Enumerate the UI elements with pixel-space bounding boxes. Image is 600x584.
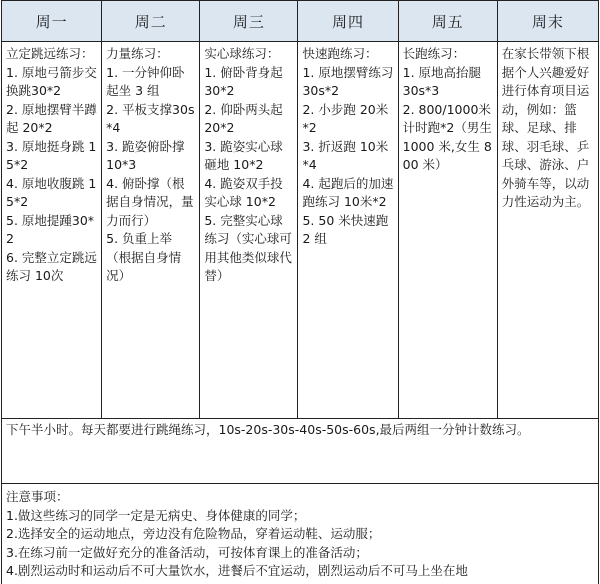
monday-line: 4. 原地收腹跳 15*2: [6, 175, 97, 209]
tuesday-line: 5. 负重上举（根据自身情况）: [106, 231, 182, 283]
day-header-friday: 周五: [398, 1, 497, 42]
day-header-monday: 周一: [2, 1, 102, 42]
notes-row: [2, 484, 599, 584]
thursday-line: 快速跑练习：: [302, 46, 378, 61]
day-content-row: [2, 42, 599, 419]
day-header-row: [2, 1, 599, 42]
day-header-wednesday: 周三: [200, 1, 298, 42]
weekend-line: 在家长带领下根据个人兴趣爱好进行体育项目运动，例如：篮球、足球、排球、羽毛球、乒乓球、游泳、户外骑车等，以动力性运动为主。: [501, 46, 590, 209]
monday-line: 5. 原地提踵30*2: [6, 212, 95, 246]
afternoon-note: 下午半小时。每天都要进行跳绳练习，10s-20s-30s-40s-50s-60s,最后两组一分钟计数练习。: [2, 419, 599, 484]
notes-item: 3.在练习前一定做好充分的准备活动，可按体育课上的准备活动；: [6, 544, 368, 560]
thursday-line: 3. 折返跑 10米*4: [302, 138, 389, 172]
wednesday-line: 4. 跪姿双手投实心球 10*2: [204, 175, 283, 209]
wednesday-line: 1. 俯卧背身起 30*2: [204, 64, 287, 98]
friday-line: 长跑练习：: [402, 46, 466, 61]
friday-cell: [398, 42, 497, 419]
wednesday-line: 5. 完整实心球练习（实心球可用其他类似球代替）: [204, 212, 292, 283]
notes-item: 4.剧烈运动时和运动后不可大量饮水，进餐后不宜运动，剧烈运动后不可马上坐在地: [6, 563, 468, 578]
weekend-cell: [497, 42, 598, 419]
notes-cell: [2, 484, 599, 584]
tuesday-line: 1. 一分钟仰卧起坐 3 组: [106, 64, 185, 98]
thursday-line: 2. 小步跑 20米*2: [302, 101, 389, 135]
friday-line: 2. 800/1000米计时跑*2（男生 1000 米,女生 800 米）: [402, 101, 496, 172]
wednesday-line: 3. 跪姿实心球砸地 10*2: [204, 138, 283, 172]
wednesday-cell: [200, 42, 298, 419]
wednesday-line: 实心球练习：: [204, 46, 280, 61]
thursday-line: 4. 起跑后的加速跑练习 10米*2: [302, 175, 394, 209]
friday-line: 1. 原地高抬腿 30s*3: [402, 64, 486, 98]
tuesday-cell: [102, 42, 200, 419]
notes-item: 2.选择安全的运动地点，旁边没有危险物品，穿着运动鞋、运动服；: [6, 526, 381, 541]
tuesday-line: 2. 平板支撑30s*4: [106, 101, 195, 135]
day-header-tuesday: 周二: [102, 1, 200, 42]
thursday-line: 1. 原地摆臂练习 30s*2: [302, 64, 398, 98]
wednesday-line: 2. 仰卧两头起 20*2: [204, 101, 287, 135]
monday-cell: [2, 42, 102, 419]
thursday-line: 5. 50 米快速跑 2 组: [302, 212, 393, 246]
notes-title: 注意事项：: [6, 489, 69, 504]
weekly-schedule-table: [1, 0, 599, 584]
afternoon-note-row: [2, 419, 599, 484]
notes-item: 1.做这些练习的同学一定是无病史、身体健康的同学；: [6, 507, 306, 523]
monday-line: 3. 原地挺身跳 15*2: [6, 138, 97, 172]
thursday-cell: [298, 42, 398, 419]
tuesday-line: 力量练习：: [106, 46, 169, 61]
day-header-thursday: 周四: [298, 1, 398, 42]
day-header-weekend: 周末: [497, 1, 598, 42]
monday-line: 2. 原地摆臂半蹲起 20*2: [6, 101, 97, 135]
monday-line: 1. 原地弓箭步交换跳30*2: [6, 64, 97, 98]
monday-line: 6. 完整立定跳远练习 10次: [6, 249, 97, 283]
tuesday-line: 3. 跪姿俯卧撑 10*3: [106, 138, 189, 172]
tuesday-line: 4. 俯卧撑（根据自身情况，量力而行）: [106, 175, 194, 228]
monday-line: 立定跳远练习：: [6, 46, 94, 61]
